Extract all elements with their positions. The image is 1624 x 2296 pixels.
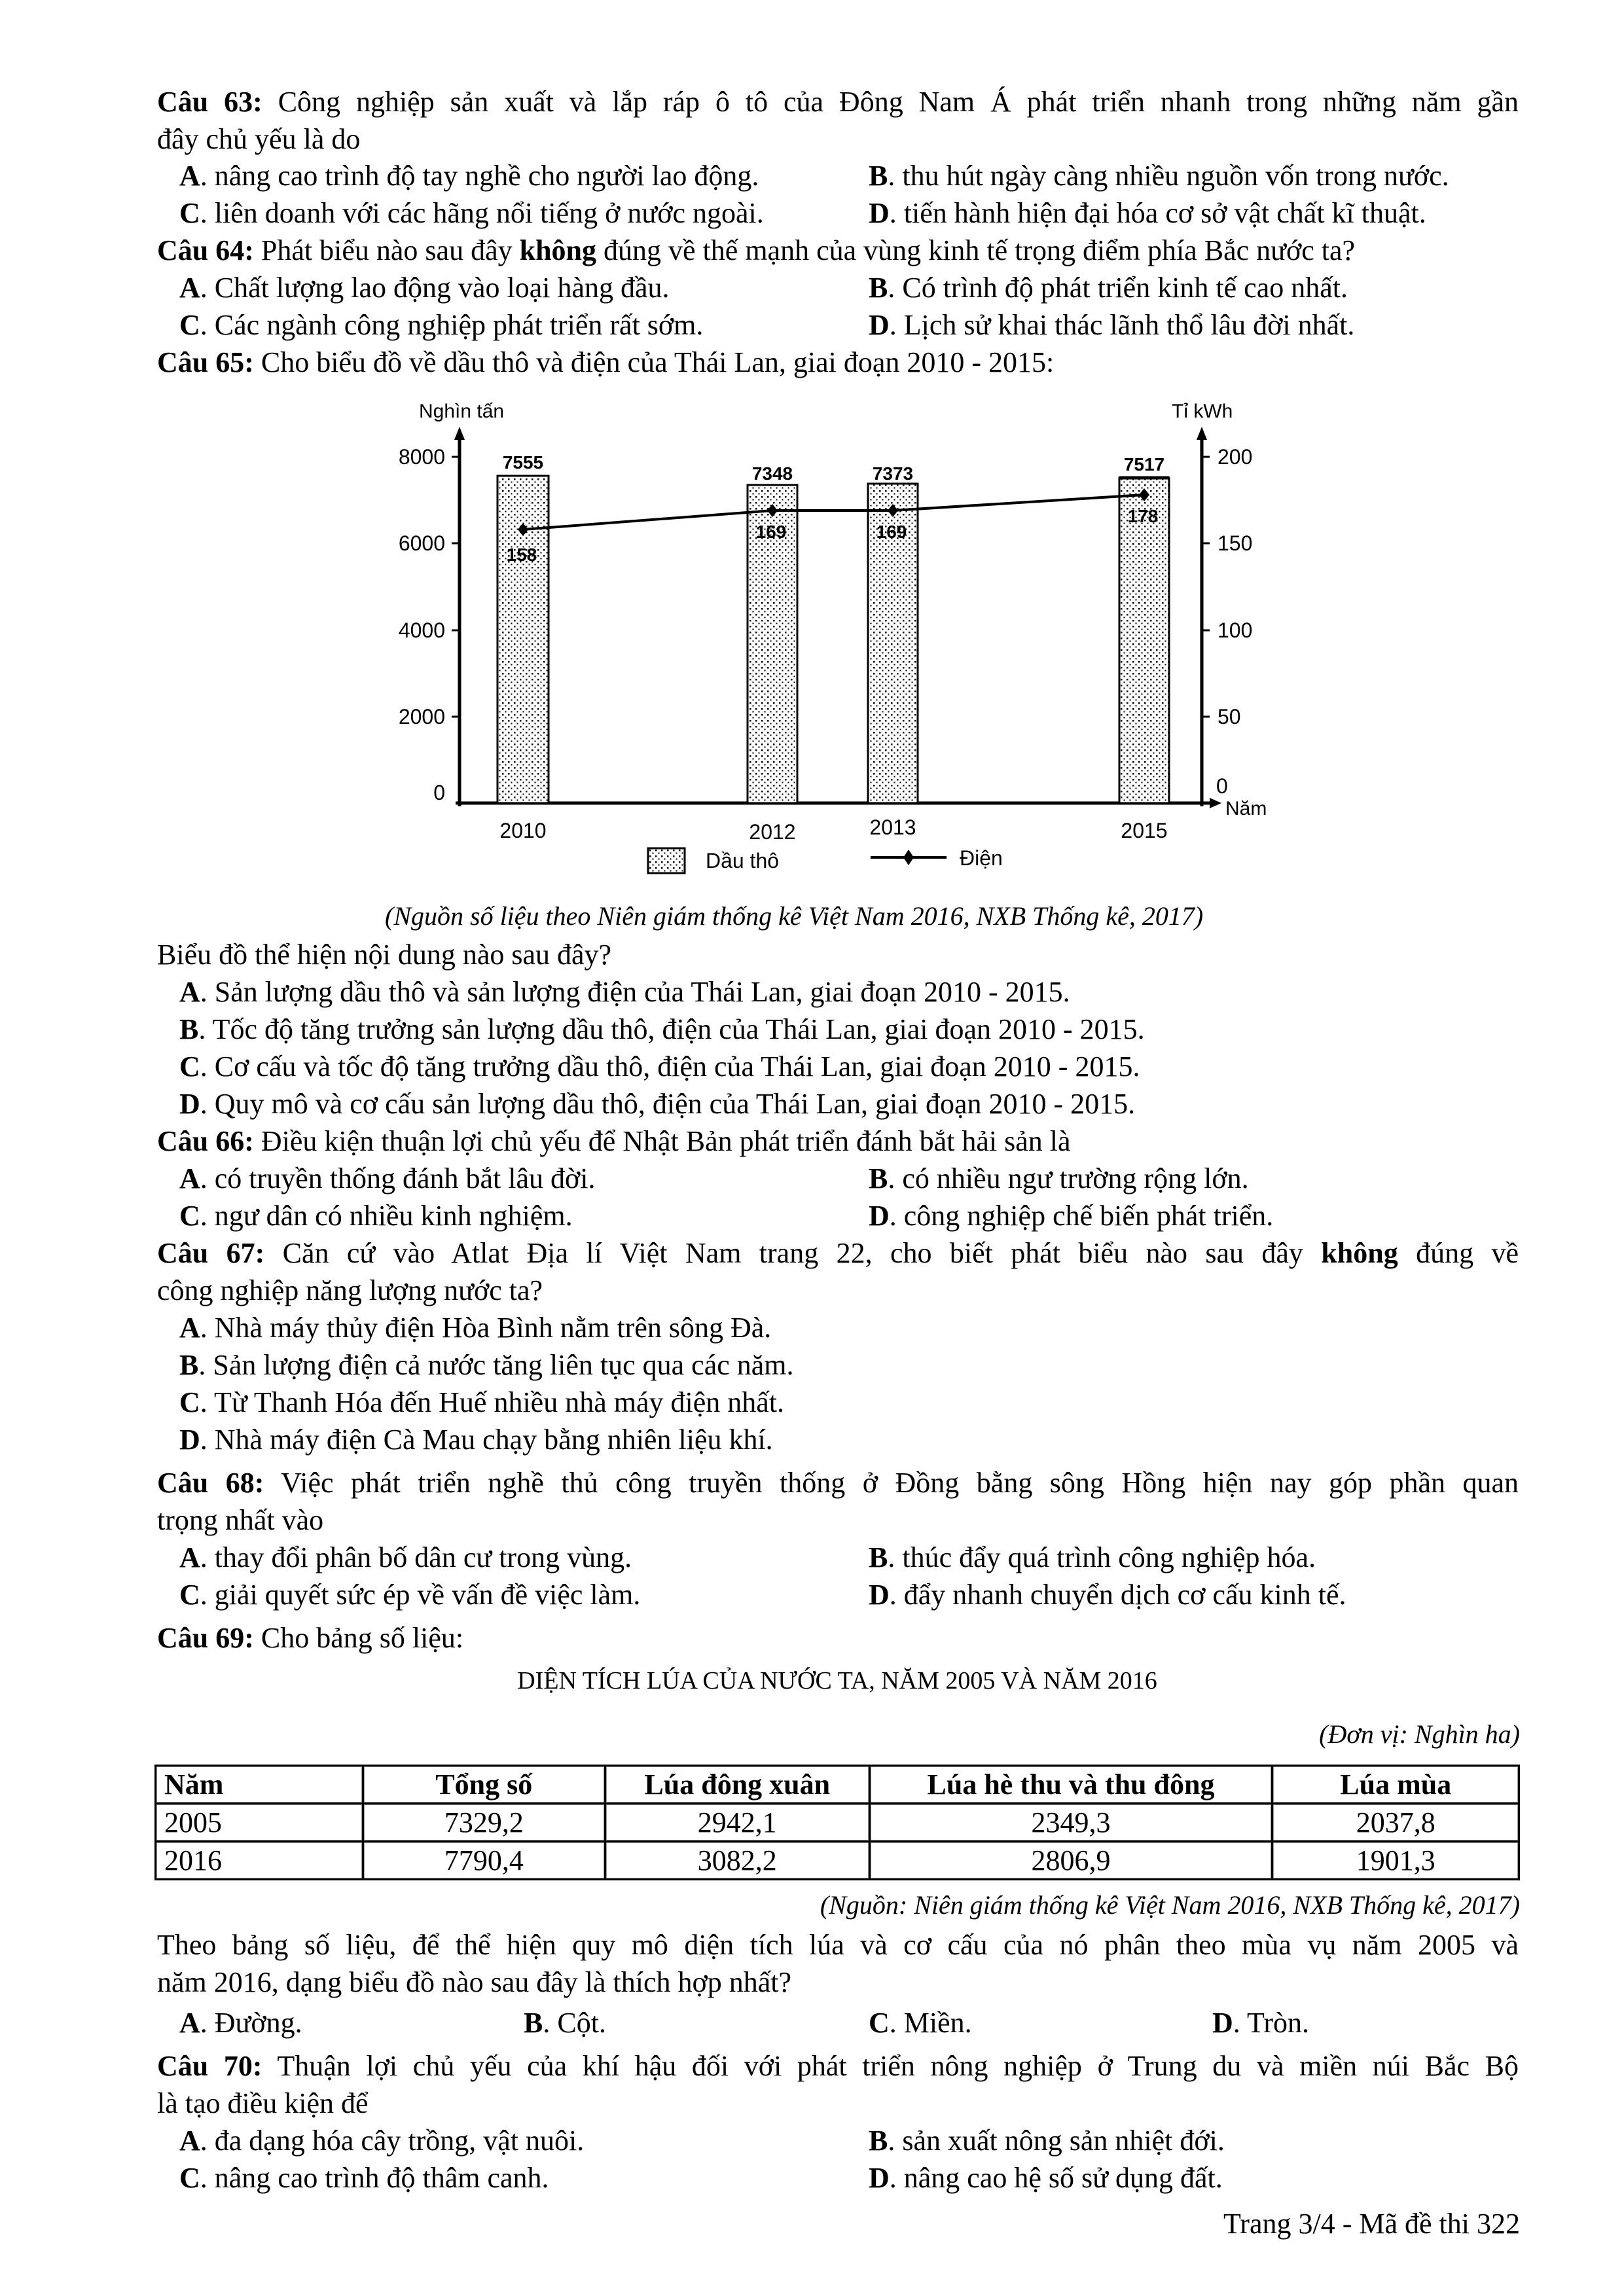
- q65-chart-source: (Nguồn số liệu theo Niên giám thống kê Việt Nam 2016, NXB Thống kê, 2017): [385, 901, 1204, 931]
- line-label: 158: [506, 545, 537, 565]
- bar-label: 7555: [502, 452, 544, 473]
- option-text: . nâng cao hệ số sử dụng đất.: [889, 2162, 1223, 2194]
- option-text: . giải quyết sức ép về vấn đề việc làm.: [200, 1579, 641, 1611]
- option-text: . Đường.: [200, 2007, 302, 2039]
- option-text: . Nhà máy điện Cà Mau chạy bằng nhiên liệu khí.: [200, 1424, 773, 1456]
- option-text: . Chất lượng lao động vào loại hàng đầu.: [200, 272, 670, 304]
- tick-label: 50: [1218, 705, 1241, 728]
- q64-option-b[interactable]: [869, 270, 1348, 306]
- q66-option-b[interactable]: [869, 1160, 1249, 1197]
- q63-option-b[interactable]: [869, 158, 1449, 194]
- left-axis-ticks: [399, 445, 460, 804]
- q64-text: đúng về thế mạnh của vùng kinh tế trọng điểm phía Bắc nước ta?: [596, 234, 1356, 266]
- option-key: B: [869, 1541, 888, 1573]
- table-cell: 1901,3: [1272, 1842, 1519, 1880]
- q66-stem: [157, 1123, 1070, 1160]
- q65-option-c[interactable]: [179, 1049, 1140, 1085]
- line-dien: [523, 495, 1144, 529]
- q63-label: Câu 63:: [157, 86, 262, 118]
- q68-option-b[interactable]: [869, 1539, 1316, 1576]
- q63-option-d[interactable]: [869, 195, 1426, 232]
- q69-table-source: (Nguồn: Niên giám thống kê Việt Nam 2016, NXB Thống kê, 2017): [820, 1890, 1520, 1920]
- q68-text: Việc phát triển nghề thủ công truyền thống ở Đồng bằng sông Hồng hiện nay góp phần quan: [264, 1467, 1519, 1499]
- option-text: . Sản lượng điện cả nước tăng liên tục qua các năm.: [198, 1349, 794, 1381]
- q68-stem-line1: [157, 1465, 1519, 1501]
- bar-label: 7517: [1123, 454, 1165, 475]
- chart-legend: [648, 846, 1003, 873]
- table-header: Năm: [156, 1766, 363, 1804]
- option-key: D: [869, 197, 890, 229]
- right-axis-ticks: [1202, 445, 1252, 798]
- page-footer: Trang 3/4 - Mã đề thi 322: [1223, 2208, 1520, 2240]
- q69-table-title: DIỆN TÍCH LÚA CỦA NƯỚC TA, NĂM 2005 VÀ NĂM 2016: [517, 1667, 1157, 1695]
- table-header-row: [156, 1766, 1519, 1804]
- option-key: D: [869, 1200, 890, 1232]
- q63-option-c[interactable]: [179, 195, 764, 232]
- option-text: . thay đổi phân bố dân cư trong vùng.: [200, 1541, 632, 1573]
- option-key: A: [179, 976, 200, 1008]
- option-key: B: [869, 2125, 888, 2157]
- q67-label: Câu 67:: [157, 1237, 265, 1269]
- option-key: B: [179, 1349, 199, 1381]
- option-text: . đẩy nhanh chuyển dịch cơ cấu kinh tế.: [889, 1579, 1346, 1611]
- option-text: . Tròn.: [1233, 2007, 1309, 2039]
- tick-label: 8000: [398, 445, 445, 469]
- option-text: . Quy mô và cơ cấu sản lượng dầu thô, điện của Thái Lan, giai đoạn 2010 - 2015.: [200, 1088, 1136, 1120]
- q69-prompt-line2: năm 2016, dạng biểu đồ nào sau đây là thích hợp nhất?: [157, 1966, 792, 1998]
- q66-label: Câu 66:: [157, 1125, 254, 1157]
- option-text: . liên doanh với các hãng nổi tiếng ở nước ngoài.: [200, 197, 764, 229]
- rice-area-table: [154, 1765, 1520, 1880]
- option-text: . có nhiều ngư trường rộng lớn.: [888, 1162, 1249, 1194]
- tick-label: 150: [1218, 531, 1253, 555]
- q64-option-d[interactable]: [869, 307, 1354, 344]
- option-text: . ngư dân có nhiều kinh nghiệm.: [200, 1200, 573, 1232]
- option-key: A: [179, 272, 200, 304]
- legend-label: Điện: [960, 846, 1003, 870]
- option-text: . Lịch sử khai thác lãnh thổ lâu đời nhất.: [889, 309, 1355, 341]
- table-cell: 7790,4: [363, 1842, 605, 1880]
- x-tick-labels: [499, 816, 1167, 844]
- q64-emphasis: không: [519, 234, 597, 266]
- x-tick-label: 2012: [749, 820, 796, 844]
- table-cell: 2942,1: [605, 1804, 869, 1842]
- q69-table-unit: (Đơn vị: Nghìn ha): [1319, 1719, 1520, 1749]
- option-text: . Nhà máy thủy điện Hòa Bình nằm trên sông Đà.: [200, 1312, 772, 1344]
- option-key: C: [179, 1200, 200, 1232]
- option-key: B: [524, 2007, 543, 2039]
- tick-label: 200: [1218, 445, 1253, 469]
- q68-option-d[interactable]: [869, 1577, 1346, 1613]
- x-tick-label: 2010: [499, 819, 547, 842]
- option-text: . Cột.: [543, 2007, 606, 2039]
- q68-stem-line2: trọng nhất vào: [157, 1504, 324, 1536]
- option-key: A: [179, 160, 200, 192]
- option-key: C: [179, 1050, 200, 1083]
- option-text: . Tốc độ tăng trưởng sản lượng dầu thô, điện của Thái Lan, giai đoạn 2010 - 2015.: [198, 1013, 1145, 1045]
- table-header: Tổng số: [363, 1766, 605, 1804]
- tick-label: 100: [1218, 619, 1253, 642]
- q69-option-d[interactable]: [1212, 2005, 1309, 2041]
- table-cell: 2349,3: [869, 1804, 1272, 1842]
- q70-label: Câu 70:: [157, 2050, 262, 2082]
- option-key: A: [179, 2007, 200, 2039]
- option-key: D: [869, 1579, 890, 1611]
- left-axis-label: Nghìn tấn: [419, 401, 505, 422]
- q64-option-c[interactable]: [179, 307, 703, 344]
- q69-label: Câu 69:: [157, 1622, 254, 1654]
- option-text: . Sản lượng dầu thô và sản lượng điện của Thái Lan, giai đoạn 2010 - 2015.: [200, 976, 1070, 1008]
- q69-option-b[interactable]: [524, 2005, 606, 2041]
- q70-stem-line2: là tạo điều kiện để: [157, 2087, 369, 2119]
- option-text: . Có trình độ phát triển kinh tế cao nhất.: [888, 272, 1348, 304]
- q67-text: đúng về: [1398, 1237, 1519, 1269]
- q70-text: Thuận lợi chủ yếu của khí hậu đối với phát triển nông nghiệp ở Trung du và miền núi Bắc Bộ: [262, 2050, 1519, 2082]
- option-key: C: [179, 309, 200, 341]
- option-key: A: [179, 1541, 200, 1573]
- q70-option-a[interactable]: [179, 2123, 584, 2159]
- right-axis-label: Tỉ kWh: [1172, 401, 1233, 422]
- q65-option-a[interactable]: [179, 974, 1070, 1011]
- diamond-marker-icon: [903, 850, 914, 865]
- option-key: C: [179, 2162, 200, 2194]
- option-key: C: [179, 197, 200, 229]
- q69-option-c[interactable]: [869, 2005, 972, 2041]
- table-cell: 7329,2: [363, 1804, 605, 1842]
- option-text: . Cơ cấu và tốc độ tăng trưởng dầu thô, điện của Thái Lan, giai đoạn 2010 - 2015.: [200, 1050, 1140, 1083]
- line-label: 169: [755, 522, 787, 542]
- tick-label: 2000: [398, 705, 445, 728]
- q68-option-c[interactable]: [179, 1577, 640, 1613]
- q64-label: Câu 64:: [157, 234, 254, 266]
- q67-option-c[interactable]: [179, 1384, 784, 1421]
- q67-emphasis: không: [1321, 1237, 1398, 1269]
- option-key: B: [179, 1013, 199, 1045]
- q63-option-a[interactable]: [179, 158, 759, 194]
- bar-2015: [1119, 478, 1169, 803]
- q65-stem: [157, 344, 1054, 381]
- q65-text: Cho biểu đồ về dầu thô và điện của Thái Lan, giai đoạn 2010 - 2015:: [253, 346, 1055, 378]
- option-key: C: [179, 1386, 200, 1418]
- q66-option-a[interactable]: [179, 1160, 595, 1197]
- line-label: 178: [1127, 506, 1159, 526]
- table-header: Lúa đông xuân: [605, 1766, 869, 1804]
- q70-option-c[interactable]: [179, 2160, 549, 2197]
- option-text: . nâng cao trình độ thâm canh.: [200, 2162, 549, 2194]
- option-key: D: [869, 309, 890, 341]
- option-key: D: [869, 2162, 890, 2194]
- q68-option-a[interactable]: [179, 1539, 632, 1576]
- option-key: A: [179, 1312, 200, 1344]
- table-row: [156, 1842, 1519, 1880]
- q65-option-d[interactable]: [179, 1086, 1135, 1122]
- option-text: . Từ Thanh Hóa đến Huế nhiều nhà máy điện nhất.: [200, 1386, 785, 1418]
- option-text: . sản xuất nông sản nhiệt đới.: [888, 2125, 1225, 2157]
- legend-swatch-dau-tho: [648, 848, 685, 873]
- table-cell: 2806,9: [869, 1842, 1272, 1880]
- q68-label: Câu 68:: [157, 1467, 264, 1499]
- x-tick-label: 2015: [1121, 819, 1168, 842]
- table-header: Lúa mùa: [1272, 1766, 1519, 1804]
- q70-option-d[interactable]: [869, 2160, 1223, 2197]
- option-key: A: [179, 1162, 200, 1194]
- q69-prompt-line1: Theo bảng số liệu, để thể hiện quy mô diện tích lúa và cơ cấu của nó phân theo mùa vụ năm 2005 và: [157, 1929, 1519, 1961]
- table-cell: 2037,8: [1272, 1804, 1519, 1842]
- x-axis-arrow-icon: [1210, 798, 1221, 808]
- q63-text: Công nghiệp sản xuất và lắp ráp ô tô của Đông Nam Á phát triển nhanh trong những năm gần: [262, 86, 1519, 118]
- option-text: . Các ngành công nghiệp phát triển rất sớm.: [200, 309, 704, 341]
- q63-stem-line1: [157, 84, 1519, 120]
- option-text: . tiến hành hiện đại hóa cơ sở vật chất kĩ thuật.: [889, 197, 1426, 229]
- q69-option-a[interactable]: [179, 2005, 302, 2041]
- q63-stem-line2: đây chủ yếu là do: [157, 123, 361, 155]
- q70-option-b[interactable]: [869, 2123, 1225, 2159]
- q67-option-a[interactable]: [179, 1310, 771, 1346]
- q70-stem-line1: [157, 2048, 1519, 2085]
- q66-option-d[interactable]: [869, 1198, 1273, 1234]
- q65-label: Câu 65:: [157, 346, 254, 378]
- option-key: D: [1212, 2007, 1233, 2039]
- bar-label: 7373: [872, 463, 914, 484]
- option-key: B: [869, 272, 888, 304]
- q64-stem: [157, 232, 1355, 269]
- q67-text: Căn cứ vào Atlat Địa lí Việt Nam trang 22, cho biết phát biểu nào sau đây: [264, 1237, 1322, 1269]
- option-key: B: [869, 160, 888, 192]
- table-cell: 2005: [156, 1804, 363, 1842]
- q65-option-b[interactable]: [179, 1011, 1145, 1048]
- option-text: . thu hút ngày càng nhiều nguồn vốn trong nước.: [888, 160, 1449, 192]
- option-text: . có truyền thống đánh bắt lâu đời.: [200, 1162, 596, 1194]
- q66-option-c[interactable]: [179, 1198, 573, 1234]
- option-key: D: [179, 1424, 200, 1456]
- q69-stem: [157, 1620, 463, 1657]
- q67-option-b[interactable]: [179, 1347, 794, 1384]
- table-cell: 2016: [156, 1842, 363, 1880]
- option-key: D: [179, 1088, 200, 1120]
- q65-prompt: Biểu đồ thể hiện nội dung nào sau đây?: [157, 939, 612, 971]
- q69-text: Cho bảng số liệu:: [253, 1622, 464, 1654]
- tick-label: 6000: [398, 531, 445, 555]
- q64-text: Phát biểu nào sau đây: [253, 234, 520, 266]
- q67-option-d[interactable]: [179, 1422, 773, 1458]
- option-text: . công nghiệp chế biến phát triển.: [889, 1200, 1274, 1232]
- x-axis-label: Năm: [1225, 798, 1267, 819]
- bar-label: 7348: [751, 463, 793, 484]
- tick-label: 0: [433, 781, 445, 804]
- option-text: . nâng cao trình độ tay nghề cho người lao động.: [200, 160, 759, 192]
- tick-label: 4000: [398, 619, 445, 642]
- tick-label: 0: [1216, 774, 1228, 798]
- q67-stem-line1: [157, 1235, 1519, 1272]
- option-text: . Miền.: [889, 2007, 972, 2039]
- right-axis-arrow-icon: [1197, 427, 1207, 440]
- option-key: C: [869, 2007, 890, 2039]
- q64-option-a[interactable]: [179, 270, 670, 306]
- option-text: . thúc đẩy quá trình công nghiệp hóa.: [888, 1541, 1316, 1573]
- option-key: A: [179, 2125, 200, 2157]
- option-key: B: [869, 1162, 888, 1194]
- q66-text: Điều kiện thuận lợi chủ yếu để Nhật Bản phát triển đánh bắt hải sản là: [253, 1125, 1071, 1157]
- option-text: . đa dạng hóa cây trồng, vật nuôi.: [200, 2125, 585, 2157]
- table-header: Lúa hè thu và thu đông: [869, 1766, 1272, 1804]
- legend-label: Dầu thô: [706, 849, 780, 872]
- line-markers: [518, 488, 1149, 536]
- q67-stem-line2: công nghiệp năng lượng nước ta?: [157, 1274, 543, 1306]
- line-label: 169: [876, 522, 907, 542]
- table-row: [156, 1804, 1519, 1842]
- x-tick-label: 2013: [869, 816, 916, 839]
- table-cell: 3082,2: [605, 1842, 869, 1880]
- left-axis-arrow-icon: [454, 427, 465, 440]
- option-key: C: [179, 1579, 200, 1611]
